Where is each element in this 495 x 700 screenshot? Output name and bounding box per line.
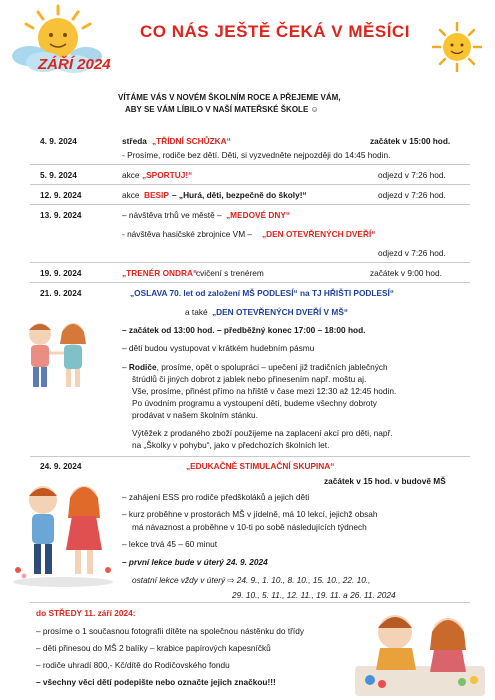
- event-paragraph: prodávat v našem školním stánku.: [132, 410, 258, 420]
- event-name-2: „DEN OTEVŘENÝCH DVEŘÍ V MŠ“: [212, 307, 348, 317]
- event-time: odjezd v 7:26 hod.: [378, 170, 446, 180]
- event-paragraph: Výtěžek z prodaného zboží použijeme na zaplacení akcí pro děti, např.: [132, 428, 393, 438]
- event-paragraph: na „Školky v pohybu“, jako v předchozích školních let.: [132, 440, 330, 450]
- event-date: 5. 9. 2024: [40, 170, 77, 180]
- event-name: „SPORTUJ!“: [142, 170, 193, 180]
- event-paragraph: – Rodiče, prosíme, opět o spolupráci – upečení již tradičních jablečných: [122, 362, 388, 372]
- footer-item: – všechny věci dětí podepište nebo označte jejich značkou!!!: [36, 677, 276, 687]
- divider: [30, 456, 470, 457]
- children-illustration: [8, 478, 118, 588]
- footer-item: – prosíme o 1 současnou fotografii dítěte na společnou nástěnku do třídy: [36, 626, 304, 636]
- event-paragraph: Po úvodním programu a vystoupení dětí, budeme všechny dobroty: [132, 398, 377, 408]
- footer-item: – děti přinesou do MŠ 2 balíky – krabice papírových kapesníčků: [36, 643, 271, 653]
- event-date: 24. 9. 2024: [40, 461, 82, 471]
- event-bullet: – začátek od 13:00 hod. – předběžný konec 17:00 – 18:00 hod.: [122, 325, 366, 335]
- event-label: akce: [122, 170, 140, 180]
- event-paragraph: štrúdlů či jiných dobrot z jablek nebo přinesením např. moštu aj.: [132, 374, 367, 384]
- divider: [30, 184, 470, 185]
- event-bullet: 29. 10., 5. 11., 12. 11., 19. 11. a 26. 11. 2024: [232, 590, 396, 600]
- divider: [30, 204, 470, 205]
- children-illustration: [10, 318, 105, 398]
- event-time: začátek v 9:00 hod.: [370, 268, 442, 278]
- event-bullet: ostatní lekce vždy v úterý ⇨ 24. 9., 1. 10., 8. 10., 15. 10., 22. 10.,: [132, 575, 371, 585]
- event-bullet: má návaznost a proběhne v 10-ti po sobě následujících týdnech: [132, 522, 367, 532]
- event-name: „OSLAVA 70. let od založení MŠ PODLESÍ“ na TJ HŘIŠTI PODLESÍ“: [130, 288, 395, 298]
- event-label: akce: [122, 190, 140, 200]
- event-bullet: – kurz proběhne v prostorách MŠ v jídelně, má 10 lekcí, jejichž obsah: [122, 509, 378, 519]
- event-name: BESIP: [144, 190, 169, 200]
- event-name: „TRENÉR ONDRA“: [122, 268, 198, 278]
- event-date: 19. 9. 2024: [40, 268, 82, 278]
- event-label: – návštěva trhů ve městě –: [122, 210, 222, 220]
- intro-line-1: VÍTÁME VÁS V NOVÉM ŠKOLNÍM ROCE A PŘEJEME VÁM,: [118, 93, 341, 102]
- event-bullet: – děti budou vystupovat v krátkém hudebním pásmu: [122, 343, 315, 353]
- smiling-sun-icon: [432, 22, 482, 72]
- divider: [30, 262, 470, 263]
- intro-line-2: ABY SE VÁM LÍBILO V NAŠÍ MATEŘSKÉ ŠKOLE ☺: [125, 105, 319, 114]
- event-date: 12. 9. 2024: [40, 190, 82, 200]
- event-time: začátek v 15 hod. v budově MŠ: [324, 476, 446, 486]
- event-subtitle: – „Hurá, děti, bezpečně do školy!“: [172, 190, 307, 200]
- event-bullet: – zahájení ESS pro rodiče předškoláků a jejich děti: [122, 492, 310, 502]
- month-label: ZÁŘÍ 2024: [38, 56, 111, 73]
- event-subtitle: cvičení s trenérem: [196, 268, 264, 278]
- divider: [30, 282, 470, 283]
- event-time: odjezd v 7:26 hod.: [378, 248, 446, 258]
- event-bullet: – první lekce bude v úterý 24. 9. 2024: [122, 557, 268, 567]
- event-label: - návštěva hasičské zbrojnice VM –: [122, 229, 253, 239]
- event-paragraph: Vše, prosíme, přinést přímo na hřiště v čase mezi 12:30 až 12:45 hodin.: [132, 386, 397, 396]
- footer-heading: do STŘEDY 11. září 2024:: [36, 608, 136, 618]
- divider: [30, 164, 470, 165]
- event-connector: a také: [185, 307, 208, 317]
- event-bullet: – lekce trvá 45 – 60 minut: [122, 539, 218, 549]
- event-date: 13. 9. 2024: [40, 210, 82, 220]
- event-note: - Prosíme, rodiče bez dětí. Děti, si vyzvedněte nejpozději do 14:45 hodin.: [122, 150, 391, 160]
- footer-item: – rodiče uhradí 800,- Kč/dítě do Rodičovského fondu: [36, 660, 230, 670]
- event-date: 4. 9. 2024: [40, 136, 77, 146]
- page-title: CO NÁS JEŠTĚ ČEKÁ V MĚSÍCI: [140, 22, 410, 41]
- event-name: „MEDOVÉ DNY“: [226, 210, 291, 220]
- event-time: začátek v 15:00 hod.: [370, 136, 451, 146]
- event-day: středa: [122, 136, 147, 146]
- event-name: „EDUKAČNĚ STIMULAČNÍ SKUPINA“: [186, 461, 335, 471]
- event-name: „TŘÍDNÍ SCHŮZKA“: [152, 136, 231, 146]
- children-painting-illustration: [350, 594, 490, 698]
- event-date: 21. 9. 2024: [40, 288, 82, 298]
- event-name: „DEN OTEVŘENÝCH DVEŘÍ“: [262, 229, 376, 239]
- event-time: odjezd v 7:26 hod.: [378, 190, 446, 200]
